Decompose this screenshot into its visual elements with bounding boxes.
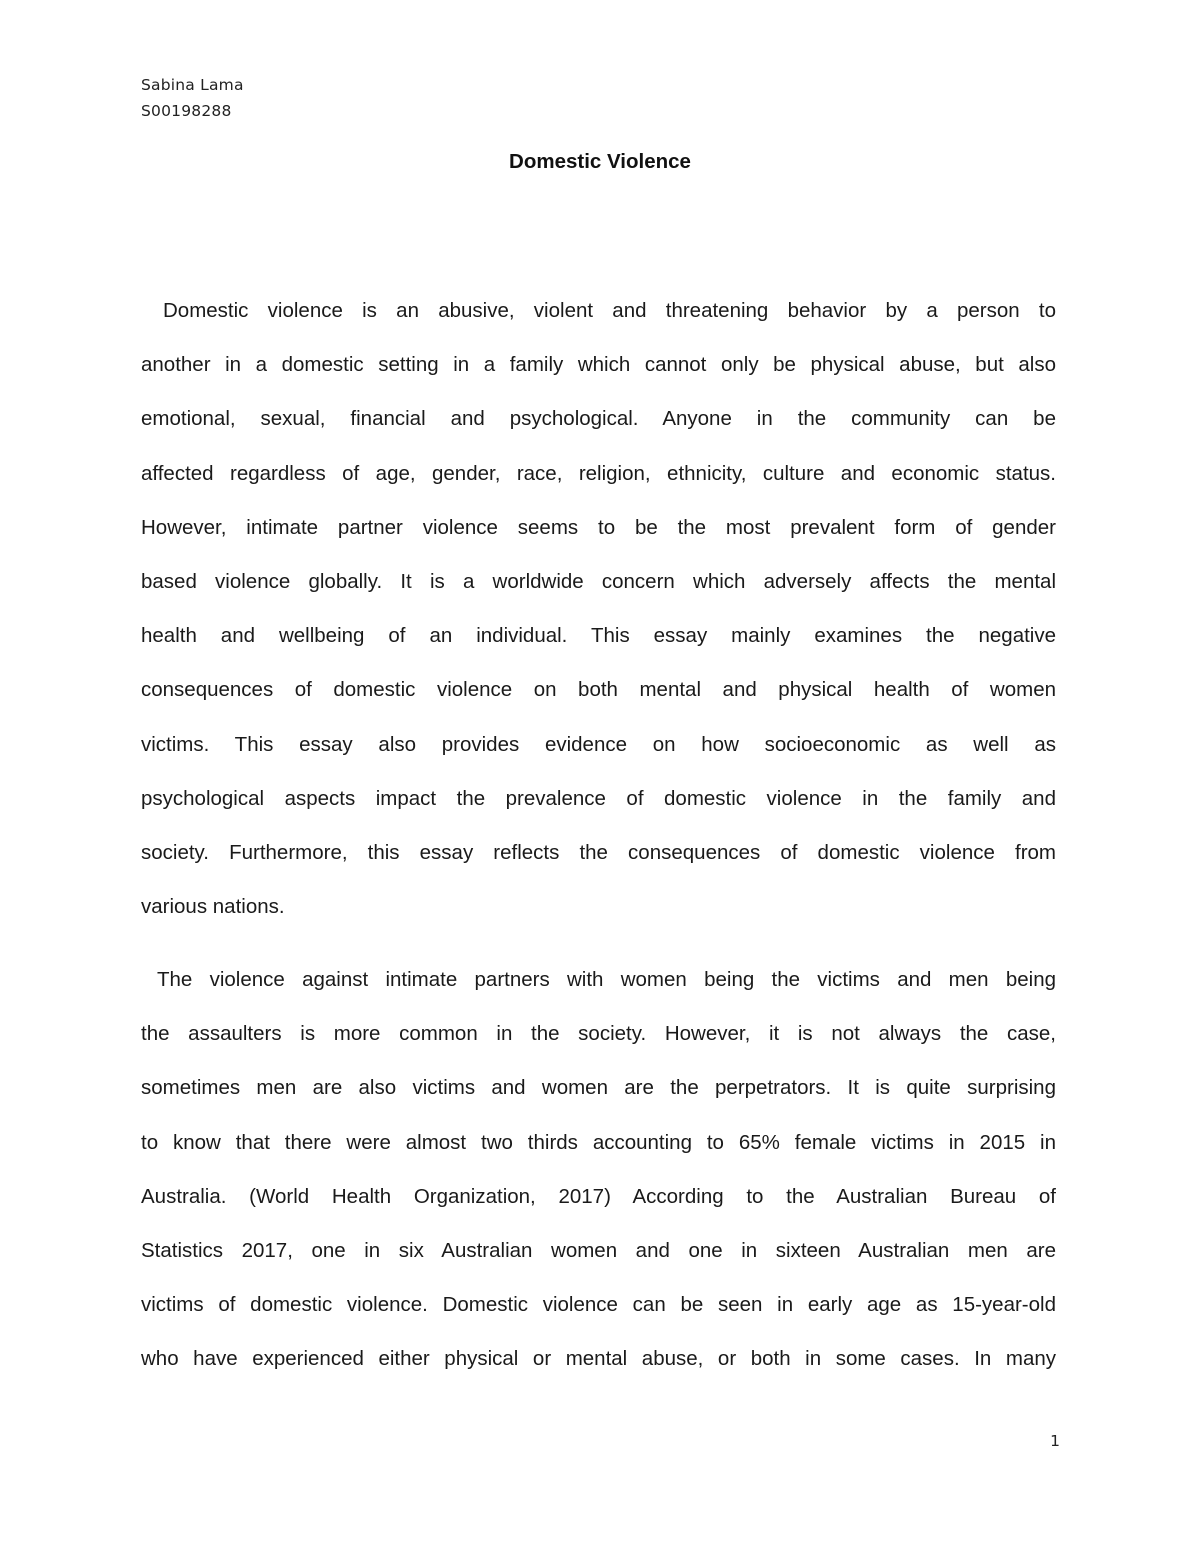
text-line: Statistics 2017, one in six Australian women and one in sixteen Australian men are [141,1238,1056,1262]
text-line: society. Furthermore, this essay reflects the consequences of domestic violence from [141,840,1056,864]
text-line: Australia. (World Health Organization, 2017) According to the Australian Bureau of [141,1184,1056,1208]
page-number: 1 [1050,1432,1060,1450]
text-line: sometimes men are also victims and women are the perpetrators. It is quite surprising [141,1076,1056,1100]
paragraph-1 [141,284,1056,934]
text-line: victims. This essay also provides evidence on how socioeconomic as well as [141,732,1056,756]
author-name: Sabina Lama [141,76,244,94]
text-line: various nations. [141,895,285,919]
document-title: Domestic Violence [509,150,691,173]
text-line: affected regardless of age, gender, race, religion, ethnicity, culture and economic status. [141,461,1056,485]
student-id: S00198288 [141,102,232,120]
text-line: However, intimate partner violence seems to be the most prevalent form of gender [141,515,1056,539]
document-header [141,72,244,124]
text-line: The violence against intimate partners with women being the victims and men being [157,968,1056,991]
text-line: consequences of domestic violence on both mental and physical health of women [141,678,1056,702]
text-line: based violence globally. It is a worldwide concern which adversely affects the mental [141,569,1056,593]
text-line: who have experienced either physical or mental abuse, or both in some cases. In many [141,1347,1056,1371]
text-line: emotional, sexual, financial and psychological. Anyone in the community can be [141,407,1056,431]
text-line: victims of domestic violence. Domestic violence can be seen in early age as 15-year-old [141,1293,1056,1317]
paragraph-2 [141,953,1056,1387]
text-line: to know that there were almost two thirds accounting to 65% female victims in 2015 in [141,1130,1056,1154]
text-line: another in a domestic setting in a family which cannot only be physical abuse, but also [141,353,1056,377]
text-line: health and wellbeing of an individual. This essay mainly examines the negative [141,624,1056,648]
text-line: psychological aspects impact the prevalence of domestic violence in the family and [141,786,1056,810]
text-line: the assaulters is more common in the society. However, it is not always the case, [141,1022,1056,1046]
text-line: Domestic violence is an abusive, violent and threatening behavior by a person to [163,299,1056,322]
